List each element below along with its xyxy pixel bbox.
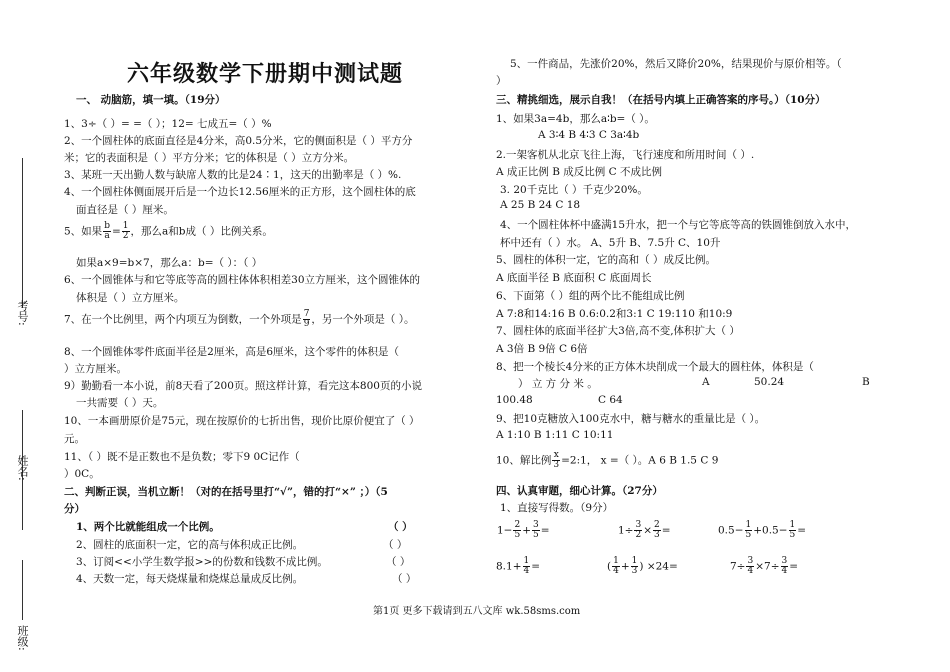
question-10: 10、一本画册原价是75元，现在按原价的七折出售，现价比原价便宜了（ ） — [64, 415, 420, 427]
choice-3-options: A 25 B 24 C 18 — [500, 199, 581, 211]
choice-8-option-b: B — [862, 376, 870, 388]
question-4-cont: 面直径是（ ）厘米。 — [76, 204, 174, 216]
choice-2-options: A 成正比例 B 成反比例 C 不成比例 — [496, 166, 663, 178]
choice-8-cont: ） 立 方 分 米 。 — [518, 378, 598, 390]
judge-1: 1、两个比就能组成一个比例。 — [76, 521, 220, 533]
question-9: 9）勤勤看一本小说，前8天看了200页。照这样计算，看完这本800页的小说 — [64, 380, 422, 392]
question-2-cont: 米；它的表面积是（ ）平方分米；它的体积是（ ）立方分米。 — [64, 152, 355, 164]
calc-expression-4: 8.1+ $\frac{1}{4}$ = — [496, 556, 541, 576]
choice-5: 5、圆柱的体积一定，它的高和（ ）成反比例。 — [496, 254, 717, 266]
name-label: 姓名: — [16, 455, 29, 481]
choice-8-option-c: C 64 — [598, 394, 623, 406]
question-2: 2、一个圆柱体的底面直径是4分米，高0.5分米，它的侧面积是（ ）平方分 — [64, 135, 413, 147]
margin-line-bottom — [22, 560, 23, 620]
question-8: 8、一个圆锥体零件底面半径是2厘米，高是6厘米，这个零件的体积是（ — [64, 346, 400, 358]
calc-expression-6: 7÷ $\frac{3}{4}$ ×7÷ $\frac{3}{4}$ = — [730, 556, 799, 576]
choice-10: 10、解比例 $\frac{x}{3}$ =2:1， x =（ ）。A 6 B 1.5 C 9 — [496, 450, 719, 470]
section-4-heading: 四、认真审题，细心计算。（27分） — [496, 485, 663, 497]
choice-7-options: A 3倍 B 9倍 C 6倍 — [496, 343, 588, 355]
fraction: $\frac{7}{9}$ — [303, 309, 310, 329]
judge-1-paren: （ ） — [388, 521, 413, 533]
judge-5-cont: ） — [496, 75, 507, 87]
choice-1: 1、如果3a=4b，那么a∶b=（ ）。 — [496, 113, 655, 125]
fraction: $\frac{1}{2}$ — [122, 221, 129, 241]
choice-6-options: A 7:8和14:16 B 0.6:0.2和3:1 C 19:110 和10:9 — [496, 308, 733, 320]
section-1-heading: 一、 动脑筋，填一填。（19分） — [76, 94, 226, 106]
judge-3: 3、订阅<<小学生数学报>>的份数和钱数不成比例。 — [76, 556, 328, 568]
choice-2: 2.一架客机从北京飞往上海，飞行速度和所用时间（ ）. — [496, 149, 755, 161]
question-8-cont: ）立方厘米。 — [64, 363, 127, 375]
choice-8: 8、把一个棱长4分米的正方体木块削成一个最大的圆柱体，体积是（ — [496, 361, 814, 373]
choice-9-options: A 1:10 B 1:11 C 10:11 — [496, 429, 614, 441]
choice-5-options: A 底面半径 B 底面积 C 底面周长 — [496, 272, 652, 284]
page-title: 六年级数学下册期中测试题 — [127, 62, 404, 87]
question-9-cont: 一共需要（ ）天。 — [76, 397, 164, 409]
fraction: $\frac{b}{a}$ — [104, 221, 110, 241]
judge-5: 5、一件商品，先涨价20%，然后又降价20%，结果现价与原价相等。（ — [510, 58, 842, 70]
judge-4: 4、天数一定，每天烧煤量和烧煤总量成反比例。 — [76, 573, 304, 585]
choice-8-option-a: A — [702, 376, 710, 388]
question-5: 5、如果 $\frac{b}{a}$ = $\frac{1}{2}$ ，那么a和b成（ ）比例关系。 — [64, 221, 273, 241]
question-3: 3、某班一天出勤人数与缺席人数的比是24∶1，这天的出勤率是（ ）%. — [64, 169, 402, 181]
calc-expression-2: 1÷ $\frac{3}{2}$ × $\frac{2}{3}$ = — [618, 520, 671, 540]
choice-4: 4、一个圆柱体杯中盛满15升水，把一个与它等底等高的铁圆锥倒放入水中， — [500, 219, 857, 231]
choice-8-value-a: 50.24 — [754, 376, 785, 388]
choice-4-cont: 杯中还有（ ）水。 A、5升 B、7.5升 C、10升 — [500, 237, 721, 249]
choice-6: 6、下面第（ ）组的两个比不能组成比例 — [496, 290, 685, 302]
section-3-heading: 三、精挑细选，展示自我！（在括号内填上正确答案的序号。）（10分） — [496, 94, 826, 106]
judge-4-paren: （ ） — [392, 573, 417, 585]
question-10-cont: 元。 — [64, 433, 85, 445]
exam-no-label: 考号: — [16, 300, 29, 326]
question-11: 11、（ ）既不是正数也不是负数；零下9 0C记作（ — [64, 451, 300, 463]
question-4: 4、一个圆柱体侧面展开后是一个边长12.56厘米的正方形，这个圆柱体的底 — [64, 186, 416, 198]
question-5-part-2: 如果a×9=b×7，那么a：b=（ ）：（ ） — [76, 257, 263, 269]
calc-expression-1: 1− $\frac{2}{5}$ + $\frac{3}{5}$ = — [497, 520, 550, 540]
calc-1-title: 1、直接写得数。（9分） — [500, 502, 614, 514]
choice-1-options: A 3∶4 B 4∶3 C 3a∶4b — [538, 129, 640, 141]
question-1: 1、3÷（ ）= =（ ）；12= 七成五=（ ）% — [64, 118, 272, 130]
question-6-cont: 体积是（ ）立方厘米。 — [76, 292, 185, 304]
judge-2: 2、圆柱的底面积一定，它的高与体积成正比例。 — [76, 539, 304, 551]
choice-8-value-b: 100.48 — [496, 394, 533, 406]
calc-expression-3: 0.5− $\frac{1}{5}$ +0.5− $\frac{1}{5}$ = — [718, 520, 807, 540]
judge-2-paren: （ ） — [383, 539, 408, 551]
choice-7: 7、圆柱体的底面半径扩大3倍,高不变,体积扩大（ ） — [496, 325, 740, 337]
margin-line-top — [22, 158, 23, 308]
fraction: $\frac{x}{3}$ — [553, 450, 560, 470]
section-2-heading: 二、判断正误，当机立断！（对的在括号里打“√”，错的打“×” ；）（5 — [64, 486, 388, 498]
judge-3-paren: （ ） — [386, 556, 411, 568]
section-2-heading-cont: 分） — [64, 503, 85, 515]
question-11-cont: ）0C。 — [64, 468, 100, 480]
question-7: 7、在一个比例里，两个内项互为倒数，一个外项是 $\frac{7}{9}$ ，另一个外项是（ ）。 — [64, 309, 415, 329]
page-footer: 第1页 更多下载请到五八文库 wk.58sms.com — [373, 606, 581, 617]
choice-9: 9、把10克糖放入100克水中，糖与糖水的重量比是（ ）。 — [496, 413, 766, 425]
question-6: 6、一个圆锥体与和它等底等高的圆柱体体积相差30立方厘米，这个圆锥体的 — [64, 274, 421, 286]
class-label: 班级: — [16, 625, 29, 651]
choice-3: 3. 20千克比（ ）千克少20%。 — [500, 184, 648, 196]
calc-expression-5: ( $\frac{1}{4}$ + $\frac{1}{3}$ ) ×24= — [607, 556, 678, 576]
